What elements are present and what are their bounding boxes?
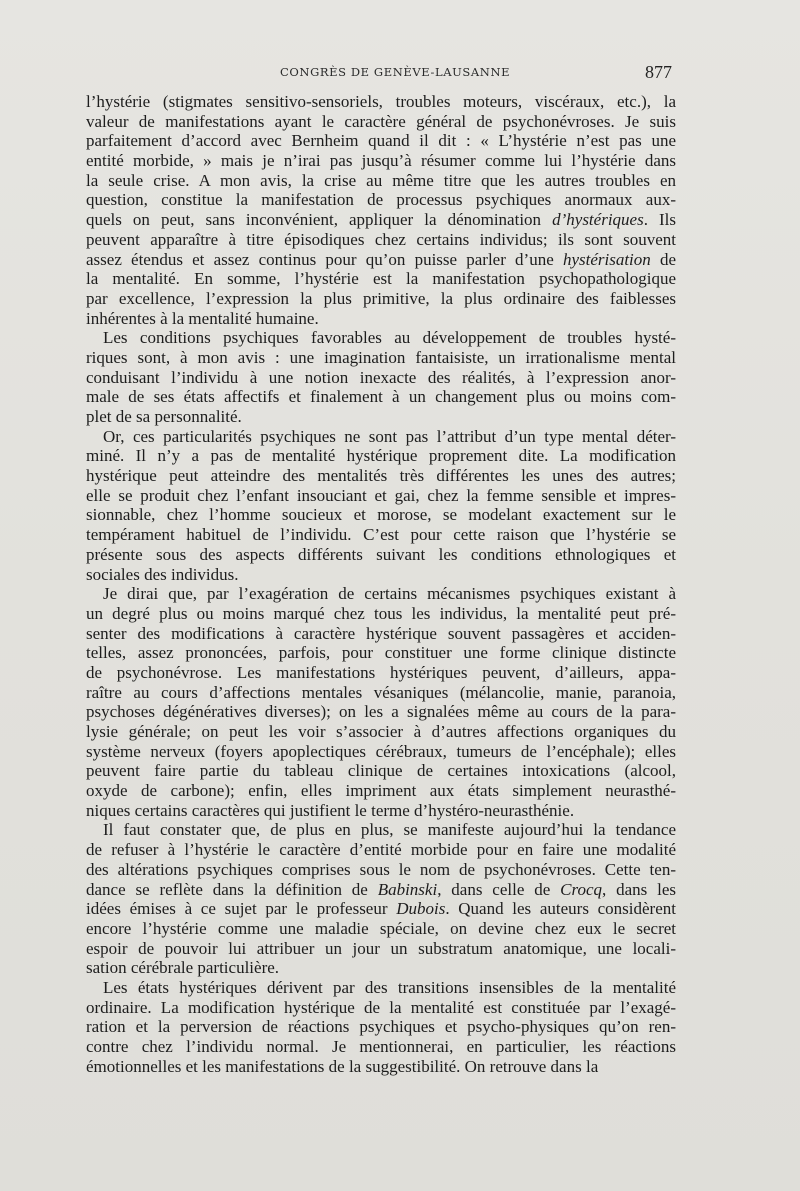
text-line: ordinaire. La modification hystérique de la mentalité est constituée par l’exagé- [86, 997, 676, 1017]
text-line: sociales des individus. [86, 564, 239, 584]
text-line: la seule crise. A mon avis, la crise au même titre que les autres troubles en [86, 170, 676, 190]
paragraph [86, 820, 676, 978]
text-line: un degré plus ou moins marqué chez tous les individus, la mentalité peut pré- [86, 603, 676, 623]
text-line: sionnable, chez l’homme soucieux et morose, se modelant exactement sur le [86, 505, 676, 525]
paragraph [86, 92, 676, 328]
text-line: niques certains caractères qui justifient le terme d’hystéro-neurasthénie. [86, 800, 575, 820]
text-line: peuvent faire partie du tableau clinique de certaines intoxications (alcool, [86, 761, 676, 781]
text-line: parfaitement d’accord avec Bernheim quand il dit : « L’hystérie n’est pas une [86, 131, 676, 151]
text-line: miné. Il n’y a pas de mentalité hystérique proprement dite. La modification [86, 446, 676, 466]
text-line: Or, ces particularités psychiques ne sont pas l’attribut d’un type mental déter- [103, 426, 676, 446]
text-line: inhérentes à la mentalité humaine. [86, 308, 319, 328]
text-line: émotionnelles et les manifestations de la suggestibilité. On retrouve dans la [86, 1056, 599, 1076]
text-line: tempérament habituel de l’individu. C’est pour cette raison que l’hystérie se [86, 525, 676, 545]
text-line: raître au cours d’affections mentales vésaniques (mélancolie, manie, paranoia, [86, 682, 676, 702]
text-line: Je dirai que, par l’exagération de certains mécanismes psychiques existant à [103, 584, 676, 604]
running-head: CONGRÈS DE GENÈVE-LAUSANNE [280, 65, 511, 79]
text-line: idées émises à ce sujet par le professeur Dubois. Quand les auteurs considèrent [86, 899, 676, 919]
text-line: présente sous des aspects différents suivant les conditions ethnologiques et [86, 544, 676, 564]
text-line: oxyde de carbone); enfin, elles impriment aux états simplement neurasthé- [86, 781, 676, 801]
text-line: entité morbide, » mais je n’irai pas jusqu’à résumer comme lui l’hystérie dans [86, 151, 676, 171]
text-line: de psychonévrose. Les manifestations hystériques peuvent, d’ailleurs, appa- [86, 662, 676, 682]
text-line: senter des modifications à caractère hystérique souvent passagères et acciden- [86, 623, 676, 643]
paragraph [86, 328, 676, 426]
paragraph [86, 427, 676, 585]
text-line: hystérique peut atteindre des mentalités très différentes les unes des autres; [86, 466, 676, 486]
page-number: 877 [645, 62, 672, 82]
body-text [86, 92, 676, 1076]
text-line: question, constitue la manifestation de processus psychiques anormaux aux- [86, 190, 676, 210]
text-line: Les conditions psychiques favorables au développement de troubles hysté- [103, 328, 676, 348]
text-line: ration et la perversion de réactions psychiques et psycho-physiques qu’on ren- [86, 1017, 676, 1037]
paragraph [86, 978, 676, 1076]
text-line: système nerveux (foyers apoplectiques cérébraux, tumeurs de l’encéphale); elles [86, 741, 676, 761]
text-line: riques sont, à mon avis : une imagination fantaisiste, un irrationalisme mental [86, 347, 676, 367]
text-line: la mentalité. En somme, l’hystérie est la manifestation psychopathologique [86, 269, 676, 289]
paragraph [86, 584, 676, 820]
text-line: peuvent apparaître à titre épisodiques chez certains individus; ils sont souvent [86, 229, 676, 249]
text-line: plet de sa personnalité. [86, 407, 242, 426]
text-line: lysie générale; on peut les voir s’associer à d’autres affections organiques du [86, 722, 676, 741]
text-line: elle se produit chez l’enfant insouciant et gai, chez la femme sensible et impres- [86, 485, 676, 505]
text-line: valeur de manifestations ayant le caractère général de psychonévroses. Je suis [86, 111, 676, 131]
text-line: Il faut constater que, de plus en plus, se manifeste aujourd’hui la tendance [103, 820, 676, 840]
text-line: psychoses dégénératives diverses); on les a signalées même au cours de la para- [86, 702, 676, 722]
text-line: assez étendus et assez continus pour qu’on puisse parler d’une hystérisation de [86, 249, 676, 269]
text-line: sation cérébrale particulière. [86, 958, 280, 978]
text-line: male de ses états affectifs et finalement à un changement plus ou moins com- [86, 387, 676, 407]
text-line: l’hystérie (stigmates sensitivo-sensoriels, troubles moteurs, viscéraux, etc.), la [86, 92, 676, 111]
text-line: quels on peut, sans inconvénient, appliquer la dénomination d’hystériques. Ils [86, 210, 677, 230]
text-line: espoir de pouvoir lui attribuer un jour un substratum anatomique, une locali- [86, 938, 676, 958]
text-line: dance se reflète dans la définition de Babinski, dans celle de Crocq, dans les [86, 879, 677, 899]
text-line: par excellence, l’expression la plus primitive, la plus ordinaire des faiblesses [86, 288, 676, 308]
text-line: des altérations psychiques comprises sous le nom de psychonévroses. Cette ten- [86, 859, 676, 879]
text-line: telles, assez prononcées, parfois, pour constituer une forme clinique distincte [86, 643, 676, 663]
text-line: de refuser à l’hystérie le caractère d’entité morbide pour en faire une modalité [86, 840, 676, 860]
text-line: encore l’hystérie comme une maladie spéciale, on devine chez eux le secret [86, 918, 676, 938]
text-line: conduisant l’individu à une notion inexacte des réalités, à l’expression anor- [86, 367, 676, 387]
text-line: Les états hystériques dérivent par des transitions insensibles de la mentalité [103, 977, 676, 997]
page-header [86, 62, 680, 86]
text-line: contre chez l’individu normal. Je mentionnerai, en particulier, les réactions [86, 1037, 676, 1056]
